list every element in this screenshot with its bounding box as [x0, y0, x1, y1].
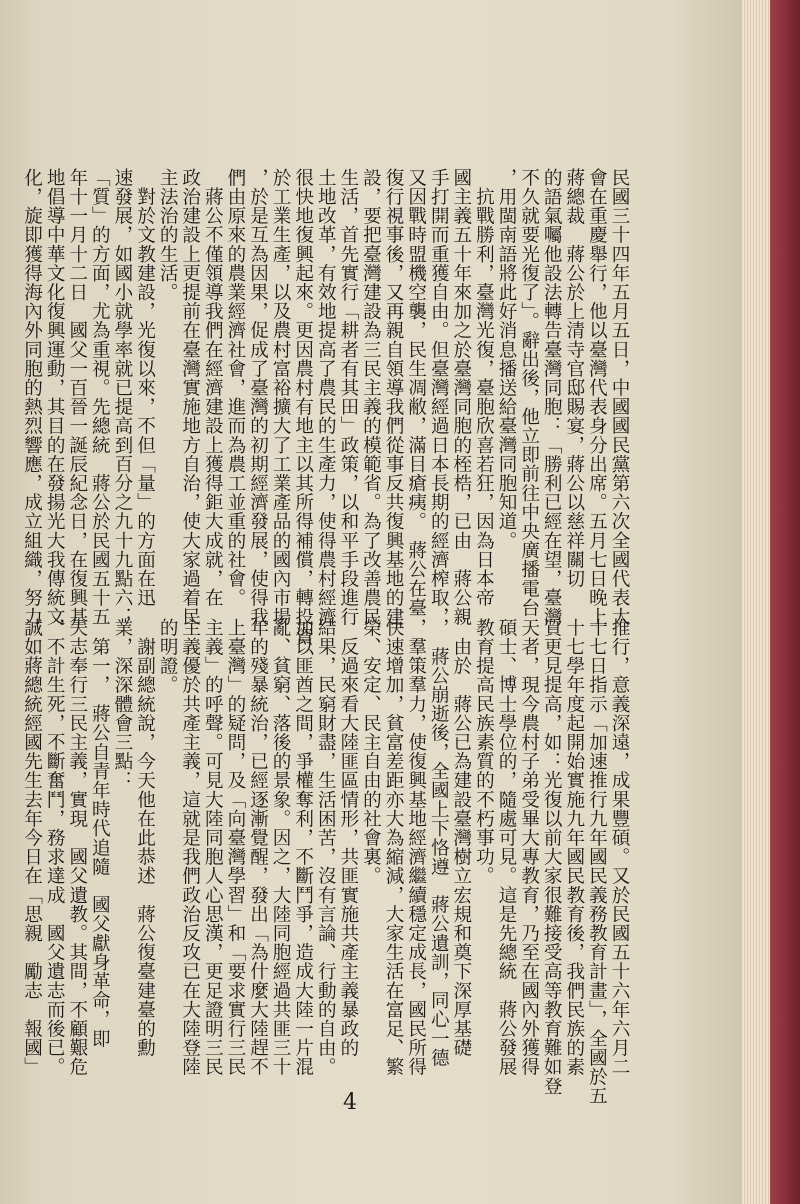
top-text-block: 民國三十四年五月五日，中國國民黨第六次全國代表大 會在重慶舉行，他以臺灣代表身分出席。五月七日晚上 蔣總裁 蔣公於上清寺官邸賜宴，蔣公以慈祥關切 的語氣囑他設法轉告臺灣同胞：「勝利已經在望，臺灣 不久就要光復了」。辭出後，他立即前往中央廣播電台 ，用閩南語將此好消息播送給臺灣同胞知道。 抗戰勝利，臺灣光復，臺胞欣喜若狂，因為日本帝 國主義五十年來加之於臺灣同胞的桎梏，已由 蔣公親 手打開而重獲自由。但臺灣經過日本長期的經濟榨取， 又因戰時盟機空襲，民生凋敝，滿目瘡痍。 蔣公在臺 復行視事後，又再親自領導我們從事反共復興基地的建 設，要把臺灣建設為三民主義的模範省。為了改善農民 生活，首先實行「耕者有其田」政策，以和平手段進行 土地改革，有效地提高了農民的生產力，使得農村經濟 很快地復興起來。更因農村有地主以其所得補償，轉投資 於工業生產，以及農村富裕擴大了工業產品的國內市場 ，於是互為因果，促成了臺灣的初期經濟發展，使得我 們由原來的農業經濟社會，進而為農工並重的社會。 蔣公不僅領導我們在經濟建設上獲得鉅大成就，在 政治建設上更提前在臺灣實施地方自治，使大家過着民 主法治的生活。 對於文教建設，光復以來，不但「量」的方面在迅 速發展，如國小就學率就已提高到百分之九十九點六； 「質」的方面，尤為重視。先總統 蔣公於民國五十五 年十一月十二日 國父一百晉一誕辰紀念日，在復興基 地倡導中華文化復興運動，其目的在發揚光大我傳統文 化，旋即獲得海內外同胞的熱烈響應，成立組織，努力: [21, 168, 630, 646]
page-number: 4: [343, 1090, 357, 1115]
book-cover-edge: [770, 0, 800, 1204]
bottom-text-block: 推行，意義深遠，成果豐碩。又於民國五十六年六月二 十七日指示「加速推行九年國民義務教育計畫」，全國於五 十七學年度起開始實施九年國民教育後，我們民族的素 質更見提高，如：光復以前大家很難接受高等教育難如登 天者，現今農村子弟受畢大專教育，乃至在國內外獲得 碩士、博士學位的，隨處可見。這是先總統 蔣公發展 教育提高民族素質的不朽事功。 由於 蔣公已為建設臺灣樹立宏規和奠下深厚基礎 ， 蔣公崩逝後，全國上下恪遵 蔣公遺訓，同心一德 ，羣策羣力，使復興基地經濟繼續穩定成長，國民所得 快速增加，貧富差距亦大為縮減，大家生活在富足、繁 榮、安定、民主自由的社會裏。 反過來看大陸匪區情形，共匪實施共產主義暴政的 結果，民窮財盡，生活困苦，沒有言論、行動的自由。 加以匪酋之間，爭權奪利，不斷鬥爭，造成大陸一片混 亂、貧窮、落後的景象。因之，大陸同胞經過共匪三十 年的殘暴統治，已經逐漸覺醒，發出「為什麼大陸趕不 上臺灣」的疑問，及「向臺灣學習」和「要求實行三民 主義」的呼聲。可見大陸同胞人心思漢，更足證明三民 主義優於共產主義，這就是我們政治反攻已在大陸登陸 的明證。 謝副總統說，今天他在此恭述 蔣公復臺建臺的勳 業，深深體會三點： 第一， 蔣公自青年時代追隨 國父獻身革命，即 矢志奉行三民主義，實現 國父遺教。其間，不顧艱危 ，不計生死，不斷奮鬥，務求達成 國父遺志而後已。 誠如蔣總統經國先生去年今日在「思親 勵志 報國」: [21, 618, 630, 1106]
